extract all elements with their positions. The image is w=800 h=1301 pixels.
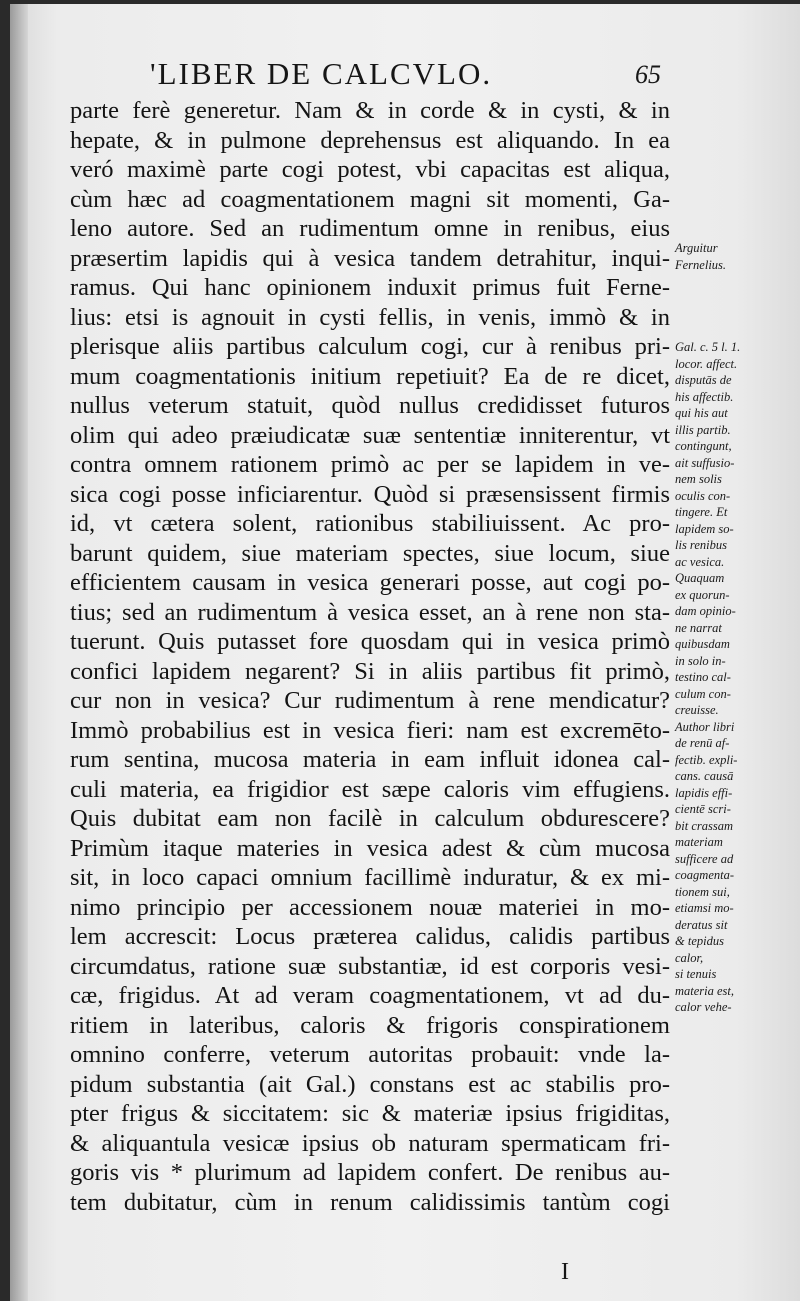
margin-note-line: creuisse. bbox=[675, 703, 719, 717]
text-line: culi materia, ea frigidior est sæpe caloris vim effugiens. bbox=[70, 775, 670, 803]
margin-note-line bbox=[675, 290, 793, 307]
text-line: & aliquantula vesicæ ipsius ob naturam spermaticam fri- bbox=[70, 1129, 670, 1157]
margin-note-line: calor, bbox=[675, 950, 704, 965]
margin-note-line: locor. affect. bbox=[675, 356, 738, 371]
margin-note-line: Quaquam bbox=[675, 571, 725, 585]
text-line: efficientem causam in vesica generari posse, aut cogi po- bbox=[70, 569, 670, 596]
margin-note-line: Arguitur bbox=[675, 241, 718, 255]
text-line: Immò probabilius est in vesica fieri: nam est excremēto- bbox=[70, 716, 670, 744]
text-line: Quis dubitat eam non facilè in calculum obdurescere? bbox=[70, 805, 670, 832]
margin-note-line: quibusdam bbox=[675, 637, 730, 651]
margin-note-line: lapidis effi- bbox=[675, 785, 733, 800]
margin-note-line: cientē scri- bbox=[675, 802, 731, 816]
margin-note-line: qui his aut bbox=[675, 406, 728, 420]
margin-note-line bbox=[675, 323, 793, 340]
margin-note-line: lis renibus bbox=[675, 538, 727, 552]
marginal-notes bbox=[675, 240, 793, 1016]
signature-mark: I bbox=[561, 1259, 569, 1285]
margin-note-line: etiamsi mo- bbox=[675, 901, 734, 915]
text-line: olim qui adeo præiudicatæ suæ sententiæ inniterentur, vt bbox=[70, 421, 670, 449]
text-line: præsertim lapidis qui à vesica tandem detrahitur, inqui- bbox=[70, 244, 670, 272]
margin-note-line: contingunt, bbox=[675, 439, 732, 453]
text-line: plerisque aliis partibus calculum cogi, cur à renibus pri- bbox=[70, 333, 670, 360]
text-line: nullus veterum statuit, quòd nullus credidisset futuros bbox=[70, 392, 670, 419]
margin-note-line: coagmenta- bbox=[675, 868, 735, 882]
margin-note-line: deratus sit bbox=[675, 917, 728, 932]
text-line: pter frigus & siccitatem: sic & materiæ ipsius frigiditas, bbox=[70, 1100, 670, 1127]
margin-note-line: cans. causā bbox=[675, 769, 734, 783]
margin-note-line bbox=[675, 273, 793, 290]
text-line: tius; sed an rudimentum à vesica esset, an à rene non sta- bbox=[70, 598, 670, 626]
margin-note-line: de renū af- bbox=[675, 736, 730, 750]
margin-note-line: materiam bbox=[675, 835, 723, 849]
book-page bbox=[10, 4, 800, 1301]
margin-note-line: fectib. expli- bbox=[675, 752, 738, 767]
margin-note-line: materia est, bbox=[675, 983, 735, 998]
margin-note-line bbox=[675, 306, 793, 323]
binding-edge bbox=[10, 4, 28, 1301]
main-text-block bbox=[70, 96, 670, 1217]
margin-note-line: sufficere ad bbox=[675, 851, 734, 866]
margin-note-line: nem solis bbox=[675, 472, 722, 486]
margin-note-line: calor vehe- bbox=[675, 1000, 732, 1014]
text-line: sica cogi posse inficiarentur. Quòd si præsensissent firmis bbox=[70, 480, 670, 508]
margin-note-line: & tepidus bbox=[675, 934, 724, 948]
text-line: tuerunt. Quis putasset fore quosdam qui in vesica primò bbox=[70, 628, 670, 655]
margin-note-line: si tenuis bbox=[675, 967, 717, 981]
text-line: goris vis * plurimum ad lapidem confert. De renibus au- bbox=[70, 1159, 670, 1186]
margin-note-line: tingere. Et bbox=[675, 505, 728, 519]
text-line: pidum substantia (ait Gal.) constans est ac stabilis pro- bbox=[70, 1070, 670, 1098]
text-line: cùm hæc ad coagmentationem magni sit momenti, Ga- bbox=[70, 185, 670, 213]
margin-note-line: oculis con- bbox=[675, 488, 731, 503]
text-line: cæ, frigidus. At ad veram coagmentationem, vt ad du- bbox=[70, 982, 670, 1009]
text-line: mum coagmentationis initium repetiuit? Ea de re dicet, bbox=[70, 362, 670, 390]
margin-note-line: his affectib. bbox=[675, 389, 734, 404]
text-line: id, vt cætera solent, rationibus stabiliuissent. Ac pro- bbox=[70, 510, 670, 537]
text-line: cur non in vesica? Cur rudimentum à rene mendicatur? bbox=[70, 687, 670, 714]
margin-note-line: Gal. c. 5 l. 1. bbox=[675, 340, 741, 354]
text-line: Primùm itaque materies in vesica adest & cùm mucosa bbox=[70, 834, 670, 862]
running-title: 'LIBER DE CALCVLO. bbox=[150, 56, 493, 91]
text-line: hepate, & in pulmone deprehensus est aliquando. In ea bbox=[70, 126, 670, 154]
text-line: ritiem in lateribus, caloris & frigoris conspirationem bbox=[70, 1011, 670, 1039]
text-line: nimo principio per accessionem nouæ materiei in mo- bbox=[70, 893, 670, 921]
text-line: contra omnem rationem primò ac per se lapidem in ve- bbox=[70, 451, 670, 478]
margin-note-line: illis partib. bbox=[675, 422, 731, 437]
text-line: rum sentina, mucosa materia in eam influit idonea cal- bbox=[70, 746, 670, 773]
margin-note-line: testino cal- bbox=[675, 670, 731, 684]
margin-note-line: lapidem so- bbox=[675, 521, 734, 536]
page-number: 65 bbox=[635, 60, 661, 89]
margin-note-line: Author libri bbox=[675, 719, 735, 734]
page-header bbox=[10, 56, 800, 96]
margin-note-line: disputās de bbox=[675, 373, 732, 387]
margin-note-line: ac vesica. bbox=[675, 554, 725, 569]
text-line: leno autore. Sed an rudimentum omne in renibus, eius bbox=[70, 215, 670, 242]
text-line: ramus. Qui hanc opinionem induxit primus fuit Ferne- bbox=[70, 274, 670, 301]
text-line: parte ferè generetur. Nam & in corde & in cysti, & in bbox=[70, 97, 670, 124]
margin-note-line: Fernelius. bbox=[675, 257, 727, 272]
margin-note-line: in solo in- bbox=[675, 653, 726, 668]
text-line: confici lapidem negarent? Si in aliis partibus fit primò, bbox=[70, 657, 670, 685]
text-line: sit, in loco capaci omnium facillimè induratur, & ex mi- bbox=[70, 864, 670, 891]
margin-note-line: dam opinio- bbox=[675, 604, 736, 618]
text-line: tem dubitatur, cùm in renum calidissimis tantùm cogi bbox=[70, 1188, 670, 1216]
text-line: lius: etsi is agnouit in cysti fellis, in venis, immò & in bbox=[70, 303, 670, 331]
margin-note-line: ne narrat bbox=[675, 620, 722, 635]
margin-note-line: culum con- bbox=[675, 686, 731, 701]
text-line: omnino conferre, veterum autoritas probauit: vnde la- bbox=[70, 1041, 670, 1068]
text-line: veró maximè parte cogi potest, vbi capacitas est aliqua, bbox=[70, 156, 670, 183]
margin-note-line: bit crassam bbox=[675, 818, 733, 833]
text-line: circumdatus, ratione suæ substantiæ, id est corporis vesi- bbox=[70, 952, 670, 980]
margin-note-line: tionem sui, bbox=[675, 884, 730, 899]
margin-note-line: ait suffusio- bbox=[675, 455, 735, 470]
text-line: lem accrescit: Locus præterea calidus, calidis partibus bbox=[70, 923, 670, 950]
text-line: barunt quidem, siue materiam spectes, siue locum, siue bbox=[70, 539, 670, 567]
margin-note-line: ex quorun- bbox=[675, 587, 730, 602]
